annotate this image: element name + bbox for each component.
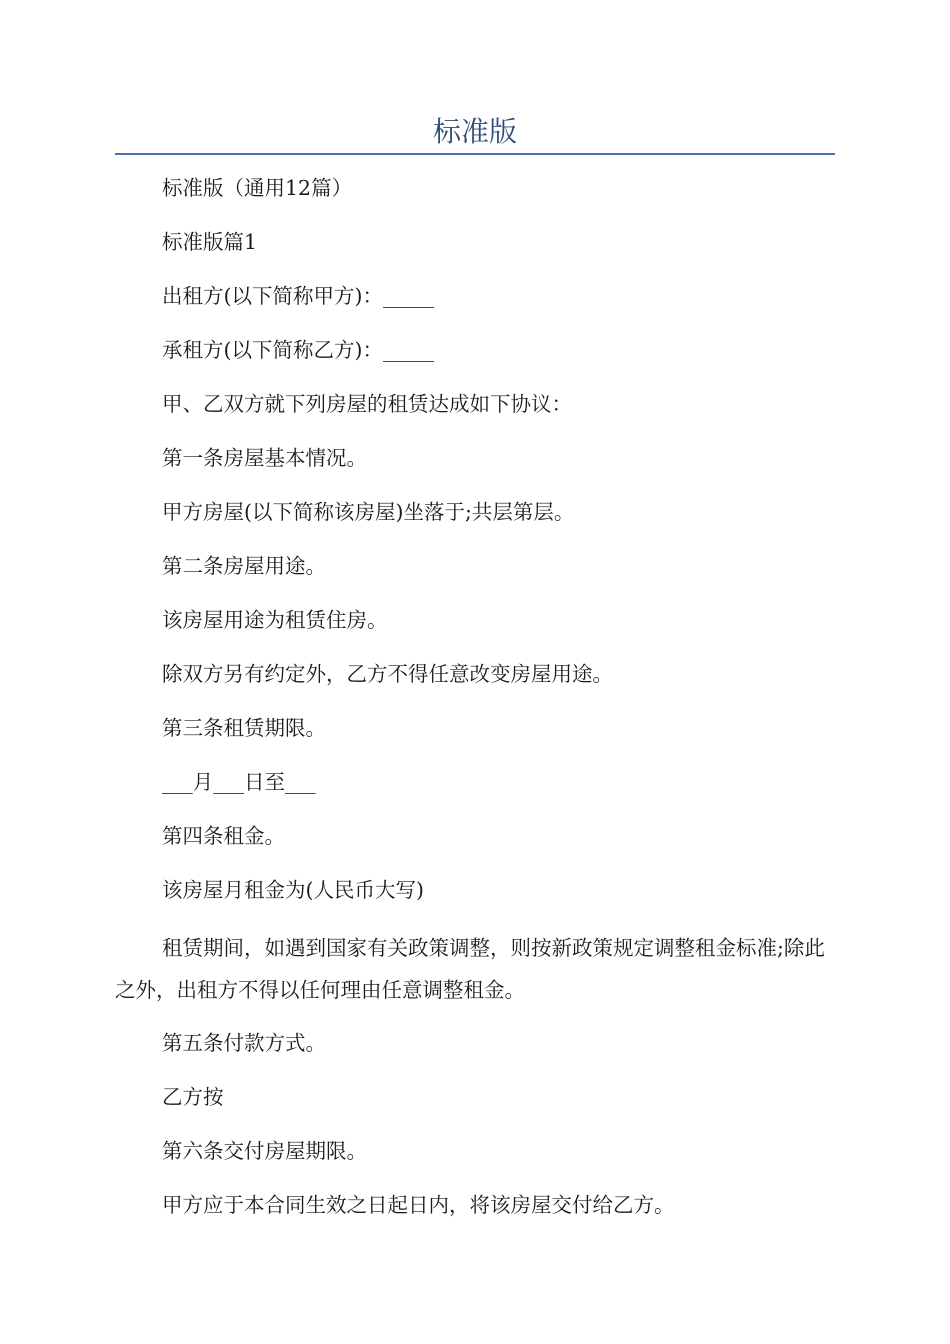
paragraph: 第五条付款方式。: [162, 1031, 326, 1055]
paragraph: 第六条交付房屋期限。: [162, 1139, 367, 1163]
document-body: [115, 171, 835, 1242]
paragraph: 标准版（通用12篇）: [162, 176, 353, 200]
paragraph: 该房屋月租金为(人民币大写): [162, 878, 424, 902]
document-title: 标准版: [432, 115, 517, 148]
paragraph: 承租方(以下简称乙方)：_____: [162, 338, 435, 362]
paragraph: 第一条房屋基本情况。: [162, 446, 367, 470]
paragraph: 第四条租金。: [162, 824, 285, 848]
paragraph: 该房屋用途为租赁住房。: [162, 608, 388, 632]
paragraph: 甲、乙双方就下列房屋的租赁达成如下协议：: [162, 392, 572, 416]
paragraph: 标准版篇1: [162, 230, 258, 254]
paragraph: 除双方另有约定外，乙方不得任意改变房屋用途。: [162, 662, 613, 686]
paragraph: 甲方应于本合同生效之日起日内，将该房屋交付给乙方。: [162, 1193, 675, 1217]
paragraph: 甲方房屋(以下简称该房屋)坐落于;共层第层。: [162, 500, 575, 524]
paragraph: 乙方按: [162, 1085, 224, 1109]
paragraph: 租赁期间，如遇到国家有关政策调整，则按新政策规定调整租金标准;除此之外，出租方不得以任何理由任意调整租金。: [115, 936, 825, 1002]
paragraph: 第二条房屋用途。: [162, 554, 326, 578]
paragraph: ___月___日至___: [162, 770, 316, 794]
paragraph: 出租方(以下简称甲方)：_____: [162, 284, 435, 308]
title-underline: [115, 153, 835, 155]
paragraph: 第三条租赁期限。: [162, 716, 326, 740]
